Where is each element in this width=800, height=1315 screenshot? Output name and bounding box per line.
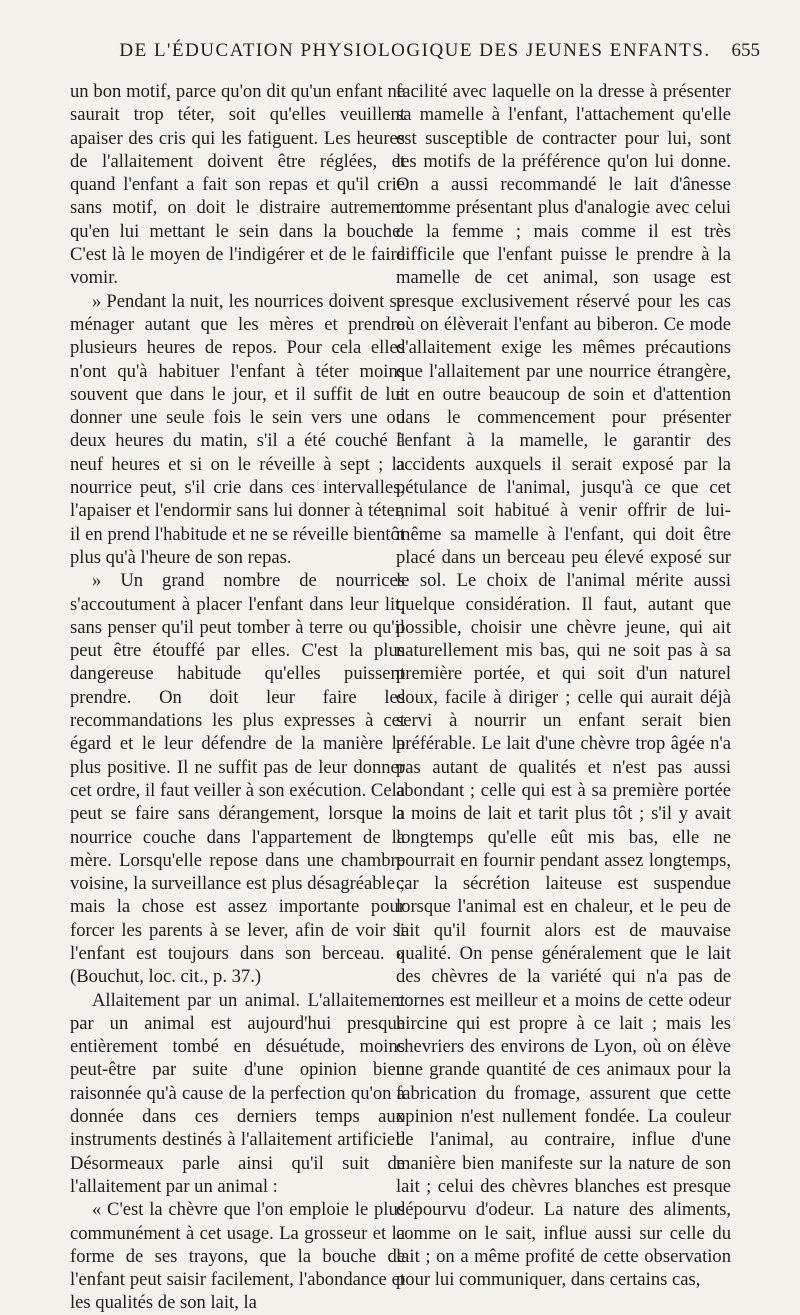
paragraph: » Un grand nombre de nourrices s'accoutument à placer l'enfant dans leur lit, sans penser qu'il peut tomber à terre ou qu'il peut être étouffé par elles. C'est la plus dangereuse habitude qu'elles puissent prendre. On doit leur faire les recommandations les plus expresses à cet égard et le leur défendre de la manière la plus positive. Il ne suffit pas de leur donner cet ordre, il faut veiller à son exécution. Cela peut se faire sans dérangement, lorsque la nourrice couche dans l'appartement de la mère. Lorsqu'elle repose dans une chambre voisine, la surveillance est plus désagréable ; mais la chose est assez importante pour forcer les parents à se lever, afin de voir si l'enfant est toujours dans son berceau. » (Bouchut, loc. cit., p. 37.) <box>70 570 405 988</box>
right-column <box>396 80 731 1291</box>
paragraph: » Pendant la nuit, les nourrices doivent se ménager autant que les mères et prendre plusieurs heures de repos. Pour cela elles n'ont qu'à habituer l'enfant à téter moins souvent que dans le jour, et il suffit de lui donner une seule fois le sein vers une ou deux heures du matin, s'il a été couché à neuf heures et si on le réveille à sept ; la nourrice peut, s'il crie dans ces intervalles, l'apaiser et l'endormir sans lui donner à téter, il en prend l'habitude et ne se réveille bientôt plus qu'à l'heure de son repas. <box>70 290 405 568</box>
page-number: 655 <box>731 40 760 61</box>
paragraph: Allaitement par un animal. L'allaitement par un animal est aujourd'hui presque entièrement tombé en désuétude, moins peut-être par suite d'une opinion bien raisonnée qu'à cause de la perfection qu'on a donnée dans ces derniers temps aux instruments destinés à l'allaitement artificiel. Désormeaux parle ainsi qu'il suit de l'allaitement par un animal : <box>70 989 405 1197</box>
running-header <box>70 40 760 70</box>
paragraph: facilité avec laquelle on la dresse à présenter sa mamelle à l'enfant, l'attachement qu'elle est susceptible de contracter pour lui, sont les motifs de la préférence qu'on lui donne. On a aussi recommandé le lait d'ânesse comme présentant plus d'analogie avec celui de la femme ; mais comme il est très difficile que l'enfant puisse le prendre à la mamelle de cet animal, son usage est presque exclusivement réservé pour les cas où on élèverait l'enfant au biberon. Ce mode d'allaitement exige les mêmes précautions que l'allaitement par une nourrice étrangère, et en outre beaucoup de soin et d'attention dans le commencement pour présenter l'enfant à la mamelle, le garantir des accidents auxquels il serait exposé par la pétulance de l'animal, jusqu'à ce que cet animal soit habitué à venir offrir de lui-même sa mamelle à l'enfant, qui doit être placé dans un berceau peu élevé exposé sur le sol. Le choix de l'animal mérite aussi quelque considération. Il faut, autant que possible, choisir une chèvre jeune, qui ait naturellement mis bas, qui ne soit pas à sa première portée, et qui soit d'un naturel doux, facile à diriger ; celle qui aurait déjà servi à nourrir un enfant serait bien préférable. Le lait d'une chèvre trop âgée n'a pas autant de qualités et n'est pas aussi abondant ; celle qui est à sa première portée a moins de lait et tarit plus tôt ; s'il y avait longtemps qu'elle eût mis bas, elle ne pourrait en fournir pendant assez longtemps, car la sécrétion laiteuse est suspendue lorsque l'animal est en chaleur, et le peu de lait qu'il fournit alors est de mauvaise qualité. On pense généralement que le lait des chèvres de la variété qui n'a pas de cornes est meilleur et a moins de cette odeur hircine qui est propre à ce lait ; mais les chevriers des environs de Lyon, où on élève une grande quantité de ces animaux pour la fabrication du fromage, assurent que cette opinion n'est nullement fondée. La couleur de l'animal, au contraire, influe d'une manière bien manifeste sur la nature de son lait ; celui des chèvres blanches est presque dépourvu d'odeur. La nature des aliments, comme on le sait, influe aussi sur celle du lait ; on a même profité de cette observation pour lui communiquer, dans certains cas, <box>396 81 731 1291</box>
paragraph: « C'est la chèvre que l'on emploie le plus communément à cet usage. La grosseur et la forme de ses trayons, que la bouche de l'enfant peut saisir facilement, l'abondance et les qualités de son lait, la <box>70 1199 405 1314</box>
running-title: DE L'ÉDUCATION PHYSIOLOGIQUE DES JEUNES ENFANTS. <box>119 40 711 61</box>
paragraph: un bon motif, parce qu'on dit qu'un enfant ne saurait trop téter, soit qu'elles veuillent apaiser des cris qui les fatiguent. Les heures de l'allaitement doivent être réglées, et quand l'enfant a fait son repas et qu'il crie sans motif, on doit le distraire autrement qu'en lui mettant le sein dans la bouche. C'est là le moyen de l'indigérer et de le faire vomir. <box>70 81 405 289</box>
left-column <box>70 80 405 1315</box>
